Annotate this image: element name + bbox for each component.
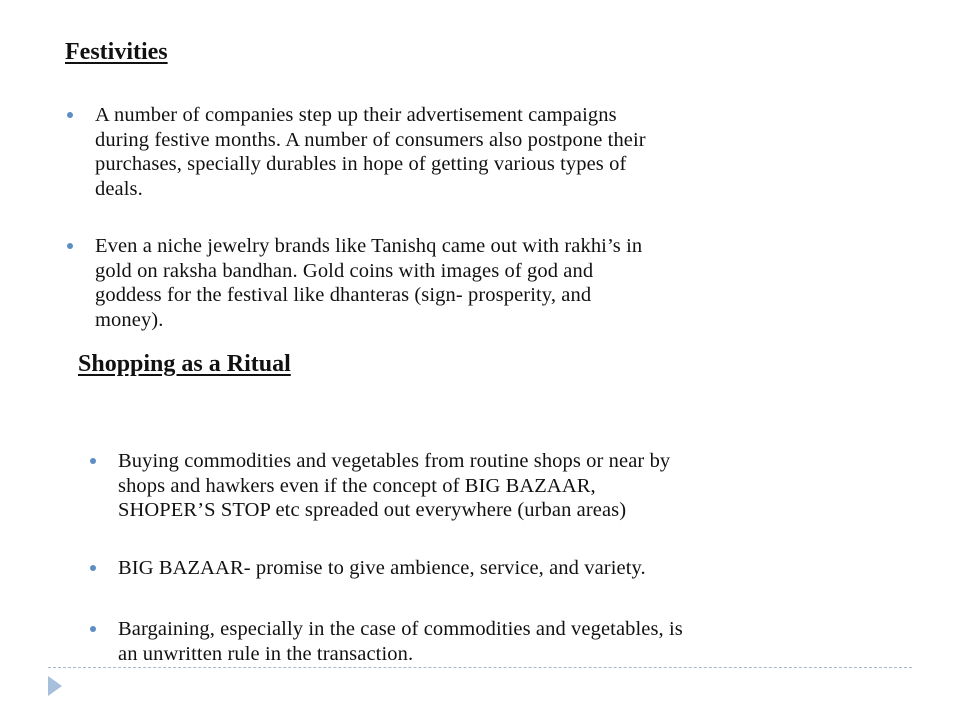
bullet-dot-icon (90, 458, 96, 464)
triangle-right-icon[interactable] (48, 676, 62, 696)
bullet-line: gold on raksha bandhan. Gold coins with images of god and (95, 259, 594, 282)
bullet-dot-icon (90, 565, 96, 571)
bullet-line: BIG BAZAAR- promise to give ambience, service, and variety. (118, 556, 646, 579)
bullet-list-shopping-ritual (118, 449, 683, 666)
section-heading-festivities: Festivities (65, 39, 168, 65)
bullet-line: Buying commodities and vegetables from routine shops or near by (118, 450, 671, 472)
bullet-line: goddess for the festival like dhanteras (sign- prosperity, and (95, 284, 592, 306)
section-heading-shopping-ritual: Shopping as a Ritual (78, 351, 291, 377)
bullet-dot-icon (67, 112, 73, 118)
bullet-line: A number of companies step up their advertisement campaigns (95, 104, 617, 126)
bullet-dot-icon (90, 626, 96, 632)
bullet-line: shops and hawkers even if the concept of BIG BAZAAR, (118, 474, 596, 497)
bullet-item (118, 556, 683, 581)
bullet-line: money). (95, 308, 164, 331)
bullet-item (118, 449, 683, 523)
bullet-item (95, 103, 646, 201)
bullet-line: Bargaining, especially in the case of commodities and vegetables, is (118, 618, 683, 640)
bullet-line: an unwritten rule in the transaction. (118, 642, 414, 665)
bullet-line: Even a niche jewelry brands like Tanishq came out with rakhi’s in (95, 235, 643, 257)
bullet-line: SHOPER’S STOP etc spreaded out everywhere (urban areas) (118, 499, 627, 521)
bullet-dot-icon (67, 243, 73, 249)
bullet-list-festivities (95, 103, 646, 332)
bullet-item (118, 617, 683, 666)
bullet-item (95, 234, 646, 332)
bullet-line: purchases, specially durables in hope of getting various types of (95, 153, 627, 175)
bullet-line: deals. (95, 177, 143, 200)
footer-divider (48, 667, 912, 668)
bullet-line: during festive months. A number of consumers also postpone their (95, 128, 646, 151)
